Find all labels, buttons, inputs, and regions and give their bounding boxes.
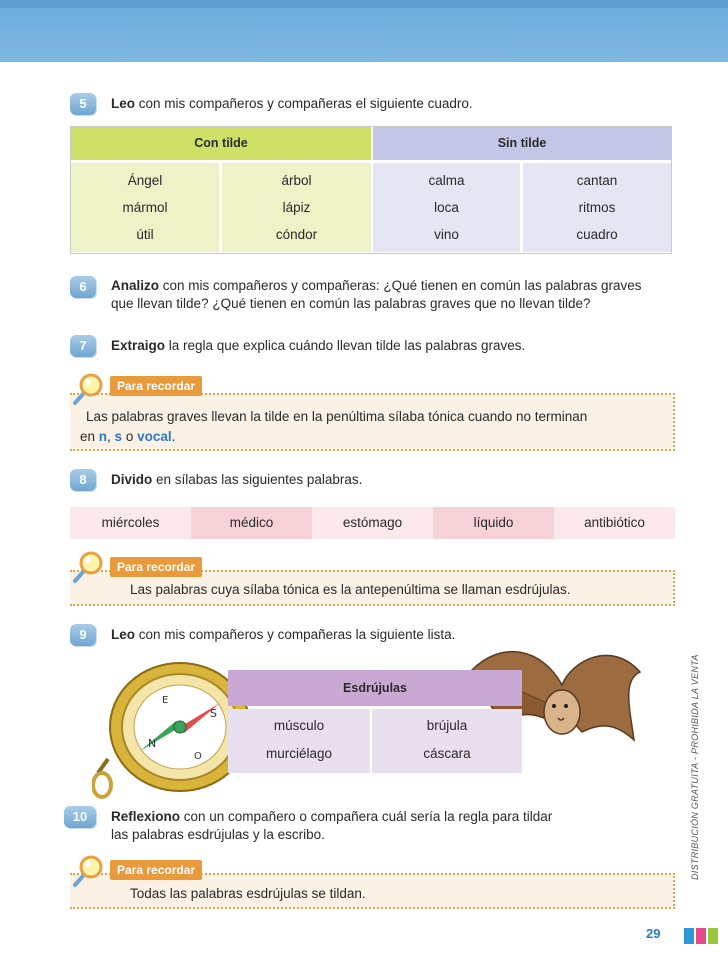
exercise-number-7: 7	[70, 335, 96, 357]
syllable-word: antibiótico	[554, 507, 675, 539]
table-cell: cuadro	[576, 227, 618, 242]
recordar-1-vocal: vocal	[137, 429, 172, 444]
svg-text:N: N	[148, 737, 157, 750]
recordar-text-3: Todas las palabras esdrújulas se tildan.	[130, 886, 366, 901]
esdrujulas-table	[228, 670, 522, 773]
exercise-5-instruction	[111, 95, 473, 113]
recordar-1-end: .	[171, 429, 176, 444]
exercise-10-text-1: con un compañero o compañera cuál sería la regla para tildar	[180, 809, 553, 824]
exercise-10-text-2: las palabras esdrújulas y la escribo.	[111, 827, 325, 842]
recordar-label-1: Para recordar	[110, 376, 202, 396]
recordar-label-3: Para recordar	[110, 860, 202, 880]
exercise-8-verb: Divido	[111, 472, 153, 487]
recordar-1-sep1: ,	[107, 429, 115, 444]
syllable-word: miércoles	[70, 507, 191, 539]
recordar-1-n: n	[98, 429, 108, 444]
exercise-7-instruction	[111, 337, 525, 355]
table-cell: brújula	[426, 718, 468, 733]
exercise-number-10: 10	[64, 806, 96, 828]
exercise-6-text-1: con mis compañeros y compañeras: ¿Qué tienen en común las palabras graves	[159, 278, 642, 293]
recordar-label-2: Para recordar	[110, 557, 202, 577]
exercise-number-9: 9	[70, 624, 96, 646]
syllable-word: líquido	[433, 507, 554, 539]
table-cell: cóndor	[275, 227, 318, 242]
exercise-10-verb: Reflexiono	[111, 809, 181, 824]
recordar-1-pre: en	[80, 429, 99, 444]
recordar-text-2: Las palabras cuya sílaba tónica es la antepenúltima se llaman esdrújulas.	[130, 582, 571, 597]
exercise-7-verb: Extraigo	[111, 338, 166, 353]
table-cell: calma	[428, 173, 465, 188]
exercise-8-instruction	[111, 471, 362, 489]
table-cell: Ángel	[127, 173, 163, 188]
recordar-1-line-1: Las palabras graves llevan la tilde en la penúltima sílaba tónica cuando no terminan	[86, 409, 588, 424]
color-block-pink	[696, 928, 706, 944]
svg-text:O: O	[194, 751, 202, 762]
table-cell: cáscara	[423, 746, 471, 761]
exercise-6-text-2: que llevan tilde? ¿Qué tienen en común las palabras graves que no llevan tilde?	[111, 296, 591, 311]
svg-text:E: E	[162, 695, 169, 706]
syllable-word: médico	[191, 507, 312, 539]
recordar-1-line-2	[80, 427, 670, 447]
recordar-text-1	[80, 407, 670, 447]
top-banner	[0, 0, 728, 62]
exercise-6-line-1	[111, 277, 642, 295]
exercise-number-8: 8	[70, 469, 96, 491]
exercise-10-instruction	[111, 808, 552, 844]
magnifier-icon	[72, 370, 108, 406]
recordar-1-s: s	[114, 429, 123, 444]
esdrujulas-column-left	[228, 709, 370, 773]
top-banner-strip	[0, 0, 728, 8]
color-block-green	[708, 928, 718, 944]
exercise-9-instruction	[111, 626, 455, 644]
header-con-tilde: Con tilde	[71, 127, 371, 160]
table-cell: útil	[136, 227, 154, 242]
table-column-2	[222, 163, 371, 252]
exercise-6-verb: Analizo	[111, 278, 160, 293]
table-cell: mármol	[122, 200, 168, 215]
exercise-5-verb: Leo	[111, 96, 136, 111]
exercise-number-5: 5	[70, 93, 96, 115]
color-block-blue	[684, 928, 694, 944]
table-cell: músculo	[273, 718, 325, 733]
exercise-10-line-1	[111, 808, 552, 826]
table-cell: murciélago	[265, 746, 333, 761]
side-notice: DISTRIBUCIÓN GRATUITA - PROHIBIDA LA VENTA	[690, 654, 700, 880]
header-sin-tilde: Sin tilde	[373, 127, 671, 160]
table-cell: cantan	[576, 173, 618, 188]
recordar-1-sep2: o	[122, 429, 138, 444]
table-column-1	[71, 163, 219, 252]
exercise-8-text: en sílabas las siguientes palabras.	[152, 472, 363, 487]
esdrujulas-column-right	[372, 709, 522, 773]
page-number: 29	[646, 926, 661, 941]
svg-text:S: S	[210, 707, 217, 720]
table-cell: árbol	[281, 173, 312, 188]
table-cell: lápiz	[282, 200, 311, 215]
table-cell: ritmos	[578, 200, 616, 215]
magnifier-icon	[72, 852, 108, 888]
exercise-9-text: con mis compañeros y compañeras la siguiente lista.	[135, 627, 456, 642]
exercise-9-verb: Leo	[111, 627, 136, 642]
syllable-word-row	[70, 507, 675, 539]
exercise-6-instruction	[111, 277, 642, 313]
table-cell: loca	[434, 200, 459, 215]
table-column-3	[373, 163, 520, 252]
syllable-word: estómago	[312, 507, 433, 539]
exercise-7-text: la regla que explica cuándo llevan tilde las palabras graves.	[165, 338, 526, 353]
table-cell: vino	[434, 227, 459, 242]
header-esdrujulas: Esdrújulas	[228, 670, 522, 706]
accent-table	[70, 126, 672, 254]
magnifier-icon	[72, 548, 108, 584]
table-column-4	[523, 163, 671, 252]
exercise-number-6: 6	[70, 276, 96, 298]
exercise-5-text: con mis compañeros y compañeras el siguiente cuadro.	[135, 96, 473, 111]
